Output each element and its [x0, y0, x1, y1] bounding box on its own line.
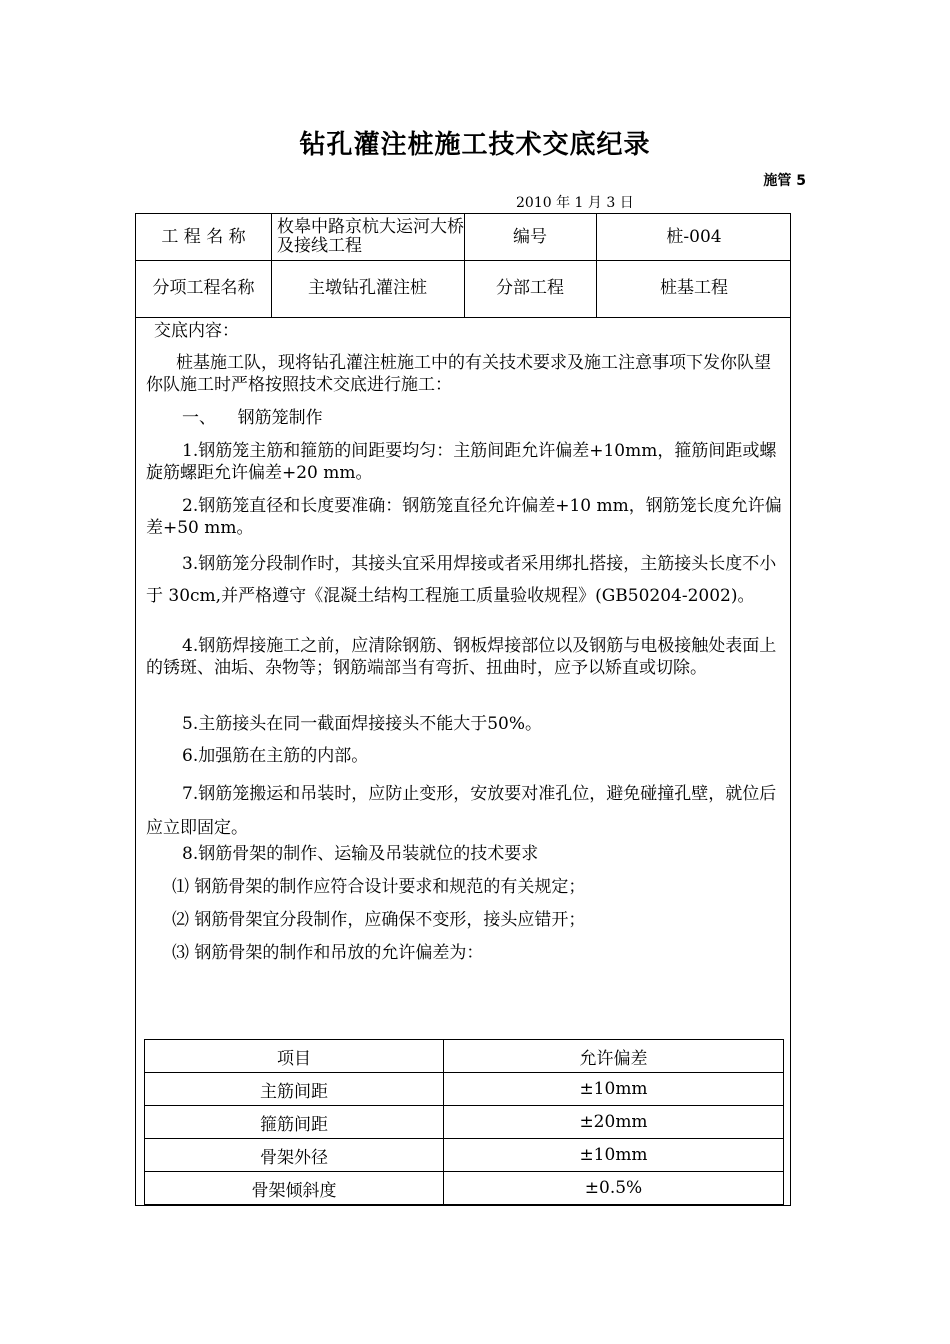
item-5: 5.主筋接头在同一截面焊接接头不能大于50%。 — [182, 714, 543, 734]
record-form — [135, 213, 791, 1206]
row-item: 骨架外径 — [145, 1139, 444, 1172]
row-item: 主筋间距 — [145, 1073, 444, 1106]
item-6: 6.加强筋在主筋的内部。 — [182, 746, 369, 766]
row-tolerance: ±20mm — [444, 1106, 784, 1139]
number-label: 编号 — [513, 226, 547, 247]
tolerance-table — [144, 1039, 784, 1205]
table-header-row — [145, 1040, 784, 1073]
table-row — [145, 1172, 784, 1205]
item-3: 3.钢筋笼分段制作时，其接头宜采用焊接或者采用绑扎搭接，主筋接头长度不小于 30cm,并严格遵守《混凝土结构工程施工质量验收规程》(GB50204-2002)。 — [146, 554, 777, 606]
item-8: 8.钢筋骨架的制作、运输及吊装就位的技术要求 — [182, 844, 539, 864]
document-title: 钻孔灌注桩施工技术交底纪录 — [299, 130, 651, 160]
row-divider — [136, 317, 790, 318]
sub-item-2: ⑵ 钢筋骨架宜分段制作，应确保不变形，接头应错开； — [172, 910, 586, 930]
content-heading: 交底内容： — [154, 321, 239, 341]
table-row — [145, 1073, 784, 1106]
row-tolerance: ±10mm — [444, 1139, 784, 1172]
form-code: 施管 5 — [763, 173, 806, 189]
row-item: 骨架倾斜度 — [145, 1172, 444, 1205]
item-1: 1.钢筋笼主筋和箍筋的间距要均匀：主筋间距允许偏差+10mm，箍筋间距或螺旋筋螺距允许偏差+20 mm。 — [146, 441, 777, 483]
row-item: 箍筋间距 — [145, 1106, 444, 1139]
project-name-value: 枚皋中路京杭大运河大桥及接线工程 — [277, 217, 464, 256]
sub-item-1: ⑴ 钢筋骨架的制作应符合设计要求和规范的有关规定； — [172, 877, 586, 897]
table-row — [145, 1106, 784, 1139]
division-label: 分部工程 — [496, 278, 564, 298]
number-value: 桩-004 — [666, 226, 722, 247]
item-4: 4.钢筋焊接施工之前，应清除钢筋、钢板焊接部位以及钢筋与电极接触处表面上的锈斑、油垢、杂物等；钢筋端部当有弯折、扭曲时，应予以矫直或切除。 — [146, 636, 777, 678]
sub-item-label: 分项工程名称 — [152, 278, 255, 298]
header-tolerance: 允许偏差 — [444, 1040, 784, 1073]
project-name-label: 工 程 名 称 — [161, 226, 246, 247]
division-value: 桩基工程 — [660, 278, 728, 298]
row-tolerance: ±0.5% — [444, 1172, 784, 1205]
intro-paragraph: 桩基施工队，现将钻孔灌注桩施工中的有关技术要求及施工注意事项下发你队望你队施工时严格按照技术交底进行施工： — [146, 353, 771, 395]
header-item: 项目 — [145, 1040, 444, 1073]
item-7: 7.钢筋笼搬运和吊装时，应防止变形，安放要对准孔位，避免碰撞孔壁，就位后应立即固定。 — [146, 784, 777, 838]
section-heading: 一、 钢筋笼制作 — [182, 408, 323, 428]
sub-item-3: ⑶ 钢筋骨架的制作和吊放的允许偏差为： — [172, 943, 484, 963]
item-2: 2.钢筋笼直径和长度要准确：钢筋笼直径允许偏差+10 mm，钢筋笼长度允许偏差+50 mm。 — [146, 496, 782, 538]
row-tolerance: ±10mm — [444, 1073, 784, 1106]
sub-item-value: 主墩钻孔灌注桩 — [308, 278, 427, 298]
record-date: 2010 年 1 月 3 日 — [516, 195, 634, 211]
table-row — [145, 1139, 784, 1172]
